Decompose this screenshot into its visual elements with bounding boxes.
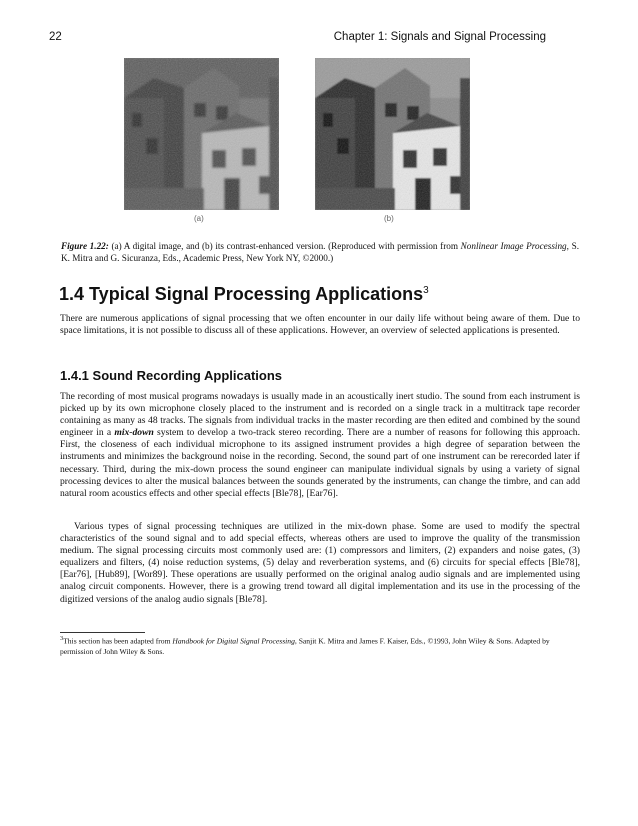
caption-book-title: Nonlinear Image Processing [460, 241, 567, 251]
subsection-heading: 1.4.1 Sound Recording Applications [60, 368, 282, 383]
footnote-ref: 3 [423, 285, 429, 296]
section-intro-paragraph: There are numerous applications of signal processing that we often encounter in our daily life without being aware of them. Due to space limitations, it is not possible to discuss all of these applications. However, an overview of selected applications is presented. [60, 313, 580, 337]
footnote-text-2: , Sanjit K. Mitra and James F. Kaiser, Eds., ©1993, John Wiley & Sons. Adapted by permission of John Wiley & Sons. [60, 636, 550, 656]
p1-part2: system to develop a two-track stereo recording. There are a number of reasons for following this approach. First, the closeness of each individual microphone to its assigned instrument provides a high degree of separation between the instruments and minimizes the background noise in the recording. Second, the sound part of one instrument can be rerecorded later if necessary. Third, during the mix-down process the sound engineer can manipulate individual signals by using a variety of signal processing devices to alter the musical balances between the sounds generated by the instruments, can change the timbre, and can add natural room acoustics effects and other special effects [Ble78], [Ear76]. [60, 427, 580, 499]
section-heading [59, 284, 429, 305]
figure-caption-label: Figure 1.22: [61, 241, 109, 251]
footnote-text-1: This section has been adapted from [63, 636, 173, 646]
house-photo-b [315, 58, 470, 210]
house-photo-a [124, 58, 279, 210]
figure-image-a [124, 58, 279, 210]
body-paragraph-2: Various types of signal processing techniques are utilized in the mix-down phase. Some are used to modify the spectral characteristics of the sound signal and to add special effects, whereas others are used to improve the quality of the transmission medium. The signal processing circuits most commonly used are: (1) compressors and limiters, (2) expanders and noise gates, (3) equalizers and filters, (4) noise reduction systems, (5) delay and reverberation systems, and (6) circuits for special effects [Ble78], [Ear76], [Hub89], [Wor89]. These operations are usually performed on the original analog audio signals and are implemented using analog circuit components. However, there is a growing trend toward all digital implementation and its use in the processing of the digitized versions of the analog audio signals [Ble78]. [60, 521, 580, 605]
caption-text-1: (a) A digital image, and (b) its contrast-enhanced version. (Reproduced with permission from [108, 241, 461, 251]
footnote [60, 634, 580, 657]
subfigure-a-label: (a) [194, 214, 204, 223]
p1-part1: The recording of most musical programs nowadays is usually made in an acoustically inert studio. The sound from each instrument is picked up by its own microphone closely placed to the instrument and is recorded on a single track in a multitrack tape recorder containing as many as 48 tracks. The signals from individual tracks in the master recording are then edited and combined by the sound engineer in a [60, 391, 580, 439]
body-paragraph-1 [60, 391, 580, 500]
footnote-book-title: Handbook for Digital Signal Processing [172, 636, 295, 646]
section-heading-text: 1.4 Typical Signal Processing Applications [59, 284, 424, 304]
figure-caption [61, 240, 579, 264]
subfigure-b-label: (b) [384, 214, 394, 223]
caption-text-2: , S. K. Mitra and G. Sicuranza, Eds., Academic Press, New York NY, ©2000.) [61, 241, 579, 263]
chapter-title: Chapter 1: Signals and Signal Processing [333, 31, 546, 43]
footnote-marker: 3 [60, 635, 64, 642]
figure-image-b [315, 58, 470, 210]
page-number: 22 [49, 31, 62, 43]
mix-down-term: mix-down [114, 427, 154, 439]
footnote-rule [60, 632, 145, 633]
